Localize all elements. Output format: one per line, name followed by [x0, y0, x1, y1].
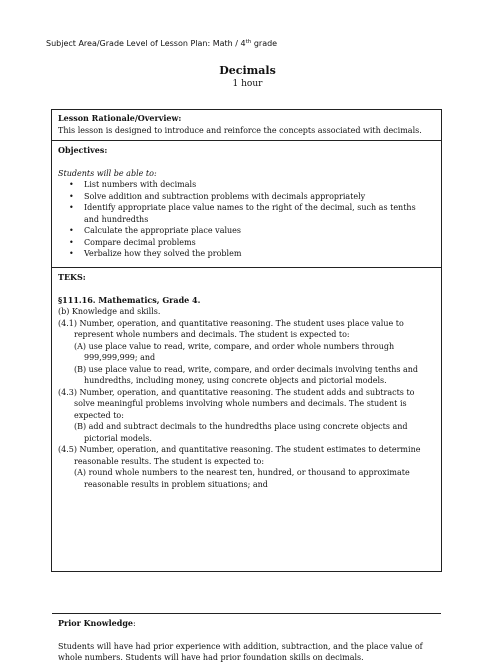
bullet: •	[69, 249, 74, 258]
subject-superscript: th	[245, 39, 252, 45]
bullet: •	[69, 203, 74, 212]
teks-section-title: §111.16. Mathematics, Grade 4.	[58, 294, 201, 305]
prior-text: whole numbers. Students will have had prior foundation skills on decimals.	[58, 653, 364, 662]
subject-line	[46, 39, 277, 48]
prior-heading-line	[58, 618, 435, 630]
prior-knowledge-section	[52, 614, 441, 662]
list-item: • Identify appropriate place value names to the right of the decimal, such as tenths	[69, 203, 416, 212]
teks-line: (B) use place value to read, write, compare, and order decimals involving tenths and	[74, 364, 419, 374]
teks-line: 999,999,999; and	[84, 353, 156, 362]
page-title: Decimals	[219, 64, 276, 77]
prior-heading: Prior Knowledge	[58, 618, 134, 628]
bullet: •	[69, 226, 74, 235]
teks-line: hundredths, including money, using concrete objects and pictorial models.	[84, 376, 387, 385]
duration: 1 hour	[232, 79, 263, 89]
teks-line: (A) round whole numbers to the nearest ten, hundred, or thousand to approximate	[74, 468, 410, 477]
objectives-list	[58, 179, 435, 260]
teks-line: (4.1) Number, operation, and quantitative reasoning. The student uses place value to	[58, 318, 404, 328]
list-item: • List numbers with decimals	[69, 180, 197, 189]
teks-line: pictorial models.	[84, 433, 152, 443]
prior-text: Students will have had prior experience with addition, subtraction, and the place value of	[58, 641, 423, 651]
teks-line: reasonable results. The student is expected to:	[74, 456, 265, 466]
teks-heading: TEKS:	[58, 272, 86, 282]
rationale-text: This lesson is designed to introduce and reinforce the concepts associated with decimals.	[58, 125, 422, 135]
objectives-heading: Objectives:	[58, 145, 108, 155]
teks-line: (b) Knowledge and skills.	[58, 307, 161, 316]
bullet: •	[69, 191, 74, 201]
objectives-section	[52, 141, 441, 268]
lesson-table	[51, 109, 442, 662]
list-item: • Verbalize how they solved the problem	[69, 249, 242, 258]
prior-colon: :	[133, 619, 136, 628]
subject-suffix: grade	[251, 39, 278, 48]
teks-line: represent whole numbers and decimals. The student is expected to:	[74, 330, 350, 339]
teks-line: (A) use place value to read, write, compare, and order whole numbers through	[74, 341, 395, 351]
objectives-intro: Students will be able to:	[58, 168, 157, 178]
teks-line: (4.3) Number, operation, and quantitative reasoning. The student adds and subtracts to	[58, 387, 415, 397]
teks-section	[52, 268, 441, 614]
teks-line: (4.5) Number, operation, and quantitative reasoning. The student estimates to determine	[58, 445, 421, 454]
subject-text: Subject Area/Grade Level of Lesson Plan: Math / 4	[46, 39, 246, 48]
list-item: • Compare decimal problems	[69, 237, 196, 247]
rationale-section	[52, 110, 441, 141]
teks-line: expected to:	[74, 410, 124, 420]
teks-line: (B) add and subtract decimals to the hundredths place using concrete objects and	[74, 422, 408, 431]
rationale-heading: Lesson Rationale/Overview:	[58, 113, 182, 123]
bullet: •	[69, 237, 74, 247]
list-item: • Solve addition and subtraction problems with decimals appropriately	[69, 191, 366, 201]
list-item: • Calculate the appropriate place values	[69, 226, 242, 235]
list-item-continued: and hundredths	[84, 214, 149, 224]
bullet: •	[69, 180, 74, 189]
teks-line: solve meaningful problems involving whole numbers and decimals. The student is	[74, 399, 407, 408]
teks-line: reasonable results in problem situations; and	[84, 479, 268, 489]
